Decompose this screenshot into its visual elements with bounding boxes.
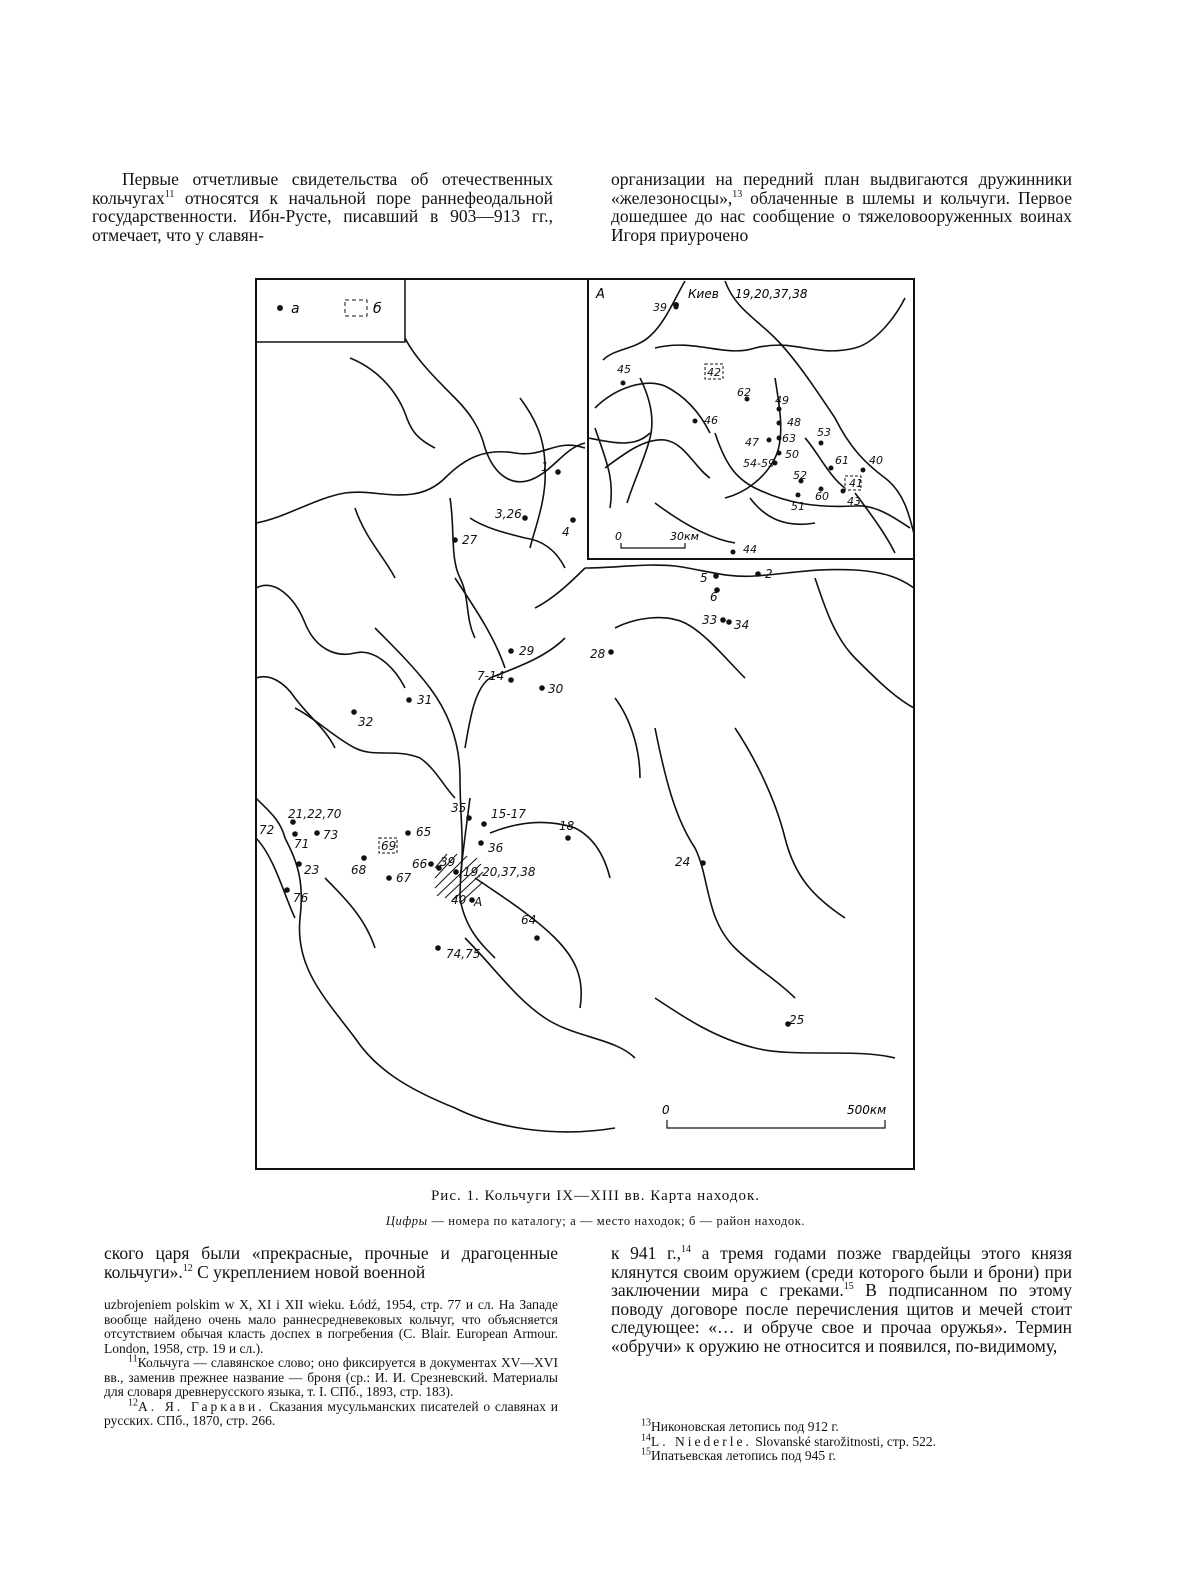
- footnote-14: $^{14}$L. Niederle. Slovanské starožitnosti, стр. 522.: [641, 1432, 937, 1449]
- svg-text:63: 63: [782, 432, 796, 445]
- svg-text:71: 71: [294, 837, 310, 851]
- svg-text:50: 50: [785, 448, 799, 461]
- footnote-ref-11[interactable]: 11: [164, 188, 175, 200]
- footnote-ref-12[interactable]: 12: [182, 1262, 193, 1274]
- svg-text:24: 24: [675, 855, 691, 869]
- svg-text:66: 66: [412, 857, 428, 871]
- footnote-13: $^{13}$Никоновская летопись под 912 г.: [641, 1417, 839, 1434]
- bottom-right-paragraph: к 941 г.,$^{14}$ а тремя годами позже гвардейцы этого князя клянутся своим оружием (среди которого были и брони) при заключении мира с греками.$^{15}$ В подписанном по этому поводу договоре после перечисления щитов и мечей стоит следующее: «… и обруче свое и прочаа оружья». Термин «обручи» к оружию не относится и появился, по-видимому,: [611, 1243, 1072, 1356]
- svg-text:69: 69: [381, 839, 397, 853]
- svg-text:49: 49: [775, 394, 789, 407]
- svg-text:42: 42: [707, 366, 721, 379]
- svg-text:39: 39: [653, 301, 667, 314]
- footnote-15: $^{15}$Ипатьевская летопись под 945 г.: [641, 1446, 836, 1463]
- svg-text:23: 23: [304, 863, 320, 877]
- svg-text:53: 53: [817, 426, 831, 439]
- svg-text:4: 4: [562, 525, 570, 539]
- figure-caption: Рис. 1. Кольчуги IX—XIII вв. Карта находок.: [430, 1188, 761, 1204]
- svg-text:3,26: 3,26: [495, 507, 522, 521]
- svg-text:44: 44: [743, 543, 757, 556]
- svg-text:62: 62: [737, 386, 751, 399]
- inset-scale-label: 30км: [670, 530, 699, 543]
- svg-text:29: 29: [519, 644, 535, 658]
- svg-text:43: 43: [847, 495, 861, 508]
- finds-map: [255, 278, 915, 1170]
- svg-text:68: 68: [351, 863, 367, 877]
- svg-text:41: 41: [849, 477, 863, 490]
- svg-text:2: 2: [765, 567, 773, 581]
- svg-text:61: 61: [835, 454, 849, 467]
- svg-text:31: 31: [417, 693, 433, 707]
- svg-text:36: 36: [488, 841, 504, 855]
- svg-text:6: 6: [710, 590, 718, 604]
- top-right-paragraph: организации на передний план выдвигаются дружинники «железоносцы»,$^{13}$ облаченные в шлемы и кольчуги. Первое дошедшее до нас сообщение о тяжеловооруженных воинах Игоря приурочено: [611, 169, 1073, 245]
- footnote-12: $^{12}$А. Я. Гаркави. Сказания мусульманских писателей о славянах и русских. СПб., 1870, стр. 266.: [104, 1397, 558, 1428]
- footnote-ref-15[interactable]: 15: [843, 1281, 854, 1293]
- legend-a: а: [291, 301, 300, 317]
- footnotes-right: [641, 1417, 1072, 1464]
- svg-text:27: 27: [462, 533, 478, 547]
- svg-text:19,20,37,38: 19,20,37,38: [463, 865, 536, 879]
- svg-text:67: 67: [396, 871, 412, 885]
- svg-text:1: 1: [541, 460, 549, 474]
- svg-text:40: 40: [451, 893, 467, 907]
- main-scale-label: 500км: [847, 1103, 887, 1117]
- svg-text:5: 5: [700, 571, 708, 585]
- svg-text:21,22,70: 21,22,70: [288, 807, 342, 821]
- svg-text:7-14: 7-14: [477, 669, 505, 683]
- svg-text:А: А: [474, 895, 483, 909]
- svg-text:51: 51: [791, 500, 805, 513]
- svg-text:30: 30: [548, 682, 564, 696]
- figure-legend-caption: Цифры — номера по каталогу; а — место находок; б — район находок.: [385, 1214, 806, 1228]
- svg-text:48: 48: [787, 416, 801, 429]
- svg-text:73: 73: [323, 828, 339, 842]
- top-left-paragraph: Первые отчетливые свидетельства об отечественных кольчугах$^{11}$ относятся к начальной поре раннефеодальной государственности. Ибн-Русте, писавший в 903—913 гг., отмечает, что у славян-: [92, 169, 554, 245]
- svg-text:46: 46: [704, 414, 718, 427]
- svg-text:45: 45: [617, 363, 631, 376]
- svg-text:72: 72: [259, 823, 275, 837]
- svg-text:34: 34: [734, 618, 750, 632]
- footnote-ref-13[interactable]: 13: [732, 188, 743, 200]
- svg-text:54-59: 54-59: [743, 457, 775, 470]
- svg-text:18: 18: [559, 819, 575, 833]
- legend-b: б: [373, 301, 382, 317]
- inset-city-nums: 19,20,37,38: [735, 287, 808, 301]
- footnote-continuation: uzbrojeniem polskim w X, XI i XII wieku. Łódź, 1954, стр. 77 и сл. На Западе вообще найдено очень мало раннесредневековых кольчуг, что объясняется отсутствием обычая класть доспех в погребения (C. Blair. European Armour. London, 1958, стр. 19 и сл.).: [104, 1297, 558, 1356]
- inset-letter: А: [596, 287, 605, 302]
- svg-text:25: 25: [789, 1013, 805, 1027]
- svg-text:47: 47: [745, 436, 759, 449]
- main-scale-zero: 0: [662, 1103, 670, 1117]
- footnote-11: $^{11}$Кольчуга — славянское слово; оно фиксируется в документах XV—XVI вв., заменив прежнее название — броня (ср.: И. И. Срезневский. Материалы для словаря древнерусского языка, т. I. СПб., 1893, стр. 183).: [104, 1353, 558, 1399]
- svg-text:32: 32: [358, 715, 374, 729]
- svg-text:76: 76: [293, 891, 309, 905]
- svg-text:28: 28: [590, 647, 606, 661]
- footnotes-left: [104, 1298, 558, 1429]
- svg-text:33: 33: [702, 613, 718, 627]
- map-legend: [256, 279, 405, 342]
- svg-text:74,75: 74,75: [446, 947, 481, 961]
- svg-text:65: 65: [416, 825, 432, 839]
- bottom-left-paragraph: ского царя были «прекрасные, прочные и драгоценные кольчуги».$^{12}$ С укреплением новой военной: [104, 1243, 558, 1282]
- svg-text:60: 60: [815, 490, 829, 503]
- inset-scale-zero: 0: [615, 530, 622, 543]
- svg-text:40: 40: [869, 454, 883, 467]
- svg-text:15-17: 15-17: [491, 807, 526, 821]
- svg-text:35: 35: [451, 801, 467, 815]
- footnote-ref-14[interactable]: 14: [681, 1244, 692, 1256]
- svg-text:64: 64: [521, 913, 537, 927]
- svg-text:39: 39: [440, 855, 456, 869]
- inset-city: Киев: [688, 287, 719, 301]
- svg-text:52: 52: [793, 469, 807, 482]
